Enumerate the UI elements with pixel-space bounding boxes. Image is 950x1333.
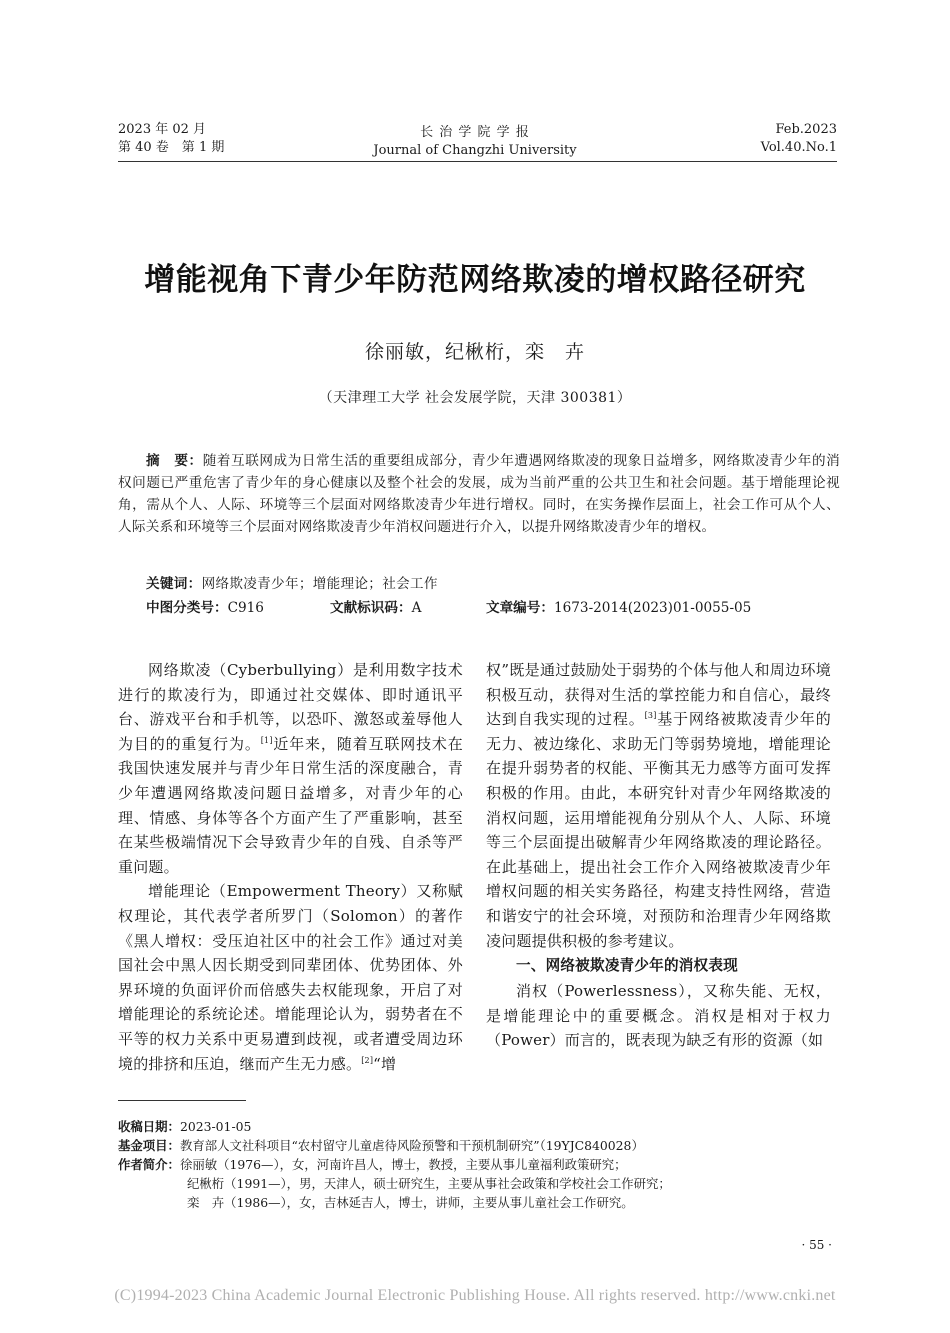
affiliation: （天津理工大学 社会发展学院，天津 300381） [318, 390, 632, 406]
clc-label: 中图分类号： [146, 600, 228, 616]
header-center [300, 124, 650, 160]
received-date: 收稿日期：2023-01-05 [118, 1119, 252, 1134]
doc-code-value: A [411, 600, 422, 616]
section-heading: 一、网络被欺凌青少年的消权表现 [516, 957, 738, 975]
keywords-label: 关键词： [146, 576, 202, 592]
copyright-watermark: (C)1994-2023 China Academic Journal Electronic Publishing House. All rights reserved. http://www.cnki.net [114, 1287, 836, 1304]
body-paragraph: 权”既是通过鼓励处于弱势的个体与他人和周边环境积极互动，获得对生活的掌控能力和自信心，最终达到自我实现的过程。[3]基于网络被欺凌青少年的无力、被边缘化、求助无门等弱势境地，增能理论在提升弱势者的权能、平衡其无力感等方面可发挥积极的作用。由此，本研究针对青少年网络欺凌的消权问题，运用增能视角分别从个人、人际、环境等三个层面提出破解青少年网络欺凌的理论路径。在此基础上，提出社会工作介入网络被欺凌青少年增权问题的相关实务路径，构建支持性网络，营造和谐安宁的社会环境，对预防和治理青少年网络欺凌问题提供积极的参考建议。 [486, 661, 831, 950]
header-right [761, 121, 837, 157]
footnote-divider [118, 1100, 246, 1101]
doc-code-label: 文献标识码： [330, 600, 412, 616]
citation-ref: [1] [260, 735, 273, 745]
author-bio: 作者简介：徐丽敏（1976—），女，河南许昌人，博士，教授，主要从事儿童福利政策研究； [118, 1157, 627, 1172]
abstract-label: 摘 要： [146, 453, 203, 469]
header-volume-cn: 第 40 卷 第 1 期 [118, 140, 225, 155]
body-column-right [486, 658, 831, 1053]
header-volume-en: Vol.40.No.1 [760, 140, 837, 155]
citation-ref: [3] [644, 711, 657, 721]
page-number: · 55 · [801, 1238, 832, 1252]
keywords-text: 网络欺凌青少年；增能理论；社会工作 [201, 576, 438, 592]
journal-name-cn: 长 治 学 院 学 报 [420, 125, 530, 140]
body-column-left [118, 658, 463, 1076]
fund-info: 基金项目：教育部人文社科项目“农村留守儿童虐待风险预警和干预机制研究”（19YJC840028） [118, 1138, 644, 1153]
header-date-cn: 2023 年 02 月 [118, 122, 207, 137]
article-number-label: 文章编号： [486, 600, 554, 616]
footnotes [118, 1117, 838, 1212]
keywords [146, 573, 438, 595]
body-paragraph: 增能理论（Empowerment Theory）又称赋权理论，其代表学者所罗门（Solomon）的著作《黑人增权：受压迫社区中的社会工作》通过对美国社会中黑人因长期受到同辈团体、优势团体、外界环境的负面评价而倍感失去权能现象，开启了对增能理论的系统论述。增能理论认为，弱势者在不平等的权力关系中更易遭到歧视，或者遭受周边环境的排挤和压迫，继而产生无力感。[2]“增 [118, 882, 463, 1073]
author-bio: 栾 卉（1986—），女，吉林延吉人，博士，讲师，主要从事儿童社会工作研究。 [187, 1195, 634, 1210]
authors: 徐丽敏，纪楸桁，栾 卉 [364, 341, 585, 363]
body-paragraph: 消权（Powerlessness），又称失能、无权，是增能理论中的重要概念。消权是相对于权力（Power）而言的，既表现为缺乏有形的资源（如 [486, 982, 831, 1050]
clc-value: C916 [227, 600, 264, 616]
body-paragraph: 网络欺凌（Cyberbullying）是利用数字技术进行的欺凌行为，即通过社交媒体、即时通讯平台、游戏平台和手机等，以恐吓、激怒或羞辱他人为目的的重复行为。[1]近年来，随着互联网技术在我国快速发展并与青少年日常生活的深度融合，青少年遭遇网络欺凌问题日益增多，对青少年的心理、情感、身体等各个方面产生了严重影响，甚至在某些极端情况下会导致青少年的自残、自杀等严重问题。 [118, 661, 463, 876]
article-number-value: 1673-2014(2023)01-0055-05 [553, 600, 752, 616]
journal-name-en: Journal of Changzhi University [373, 143, 577, 158]
header-divider [118, 161, 837, 162]
abstract-text: 随着互联网成为日常生活的重要组成部分，青少年遭遇网络欺凌的现象日益增多，网络欺凌青少年的消权问题已严重危害了青少年的身心健康以及整个社会的发展，成为当前严重的公共卫生和社会问题。基于增能理论视角，需从个人、人际、环境等三个层面对网络欺凌青少年进行增权。同时，在实务操作层面上，社会工作可从个人、人际关系和环境等三个层面对网络欺凌青少年消权问题进行介入，以提升网络欺凌青少年的增权。 [118, 453, 841, 535]
paper-title: 增能视角下青少年防范网络欺凌的增权路径研究 [144, 262, 806, 298]
header-date-en: Feb.2023 [775, 122, 837, 137]
abstract [118, 450, 840, 538]
citation-ref: [2] [361, 1055, 374, 1065]
author-bio: 纪楸桁（1991—），男，天津人，硕士研究生，主要从事社会政策和学校社会工作研究； [187, 1176, 671, 1191]
classification-line [146, 597, 846, 619]
header-left [118, 121, 224, 157]
